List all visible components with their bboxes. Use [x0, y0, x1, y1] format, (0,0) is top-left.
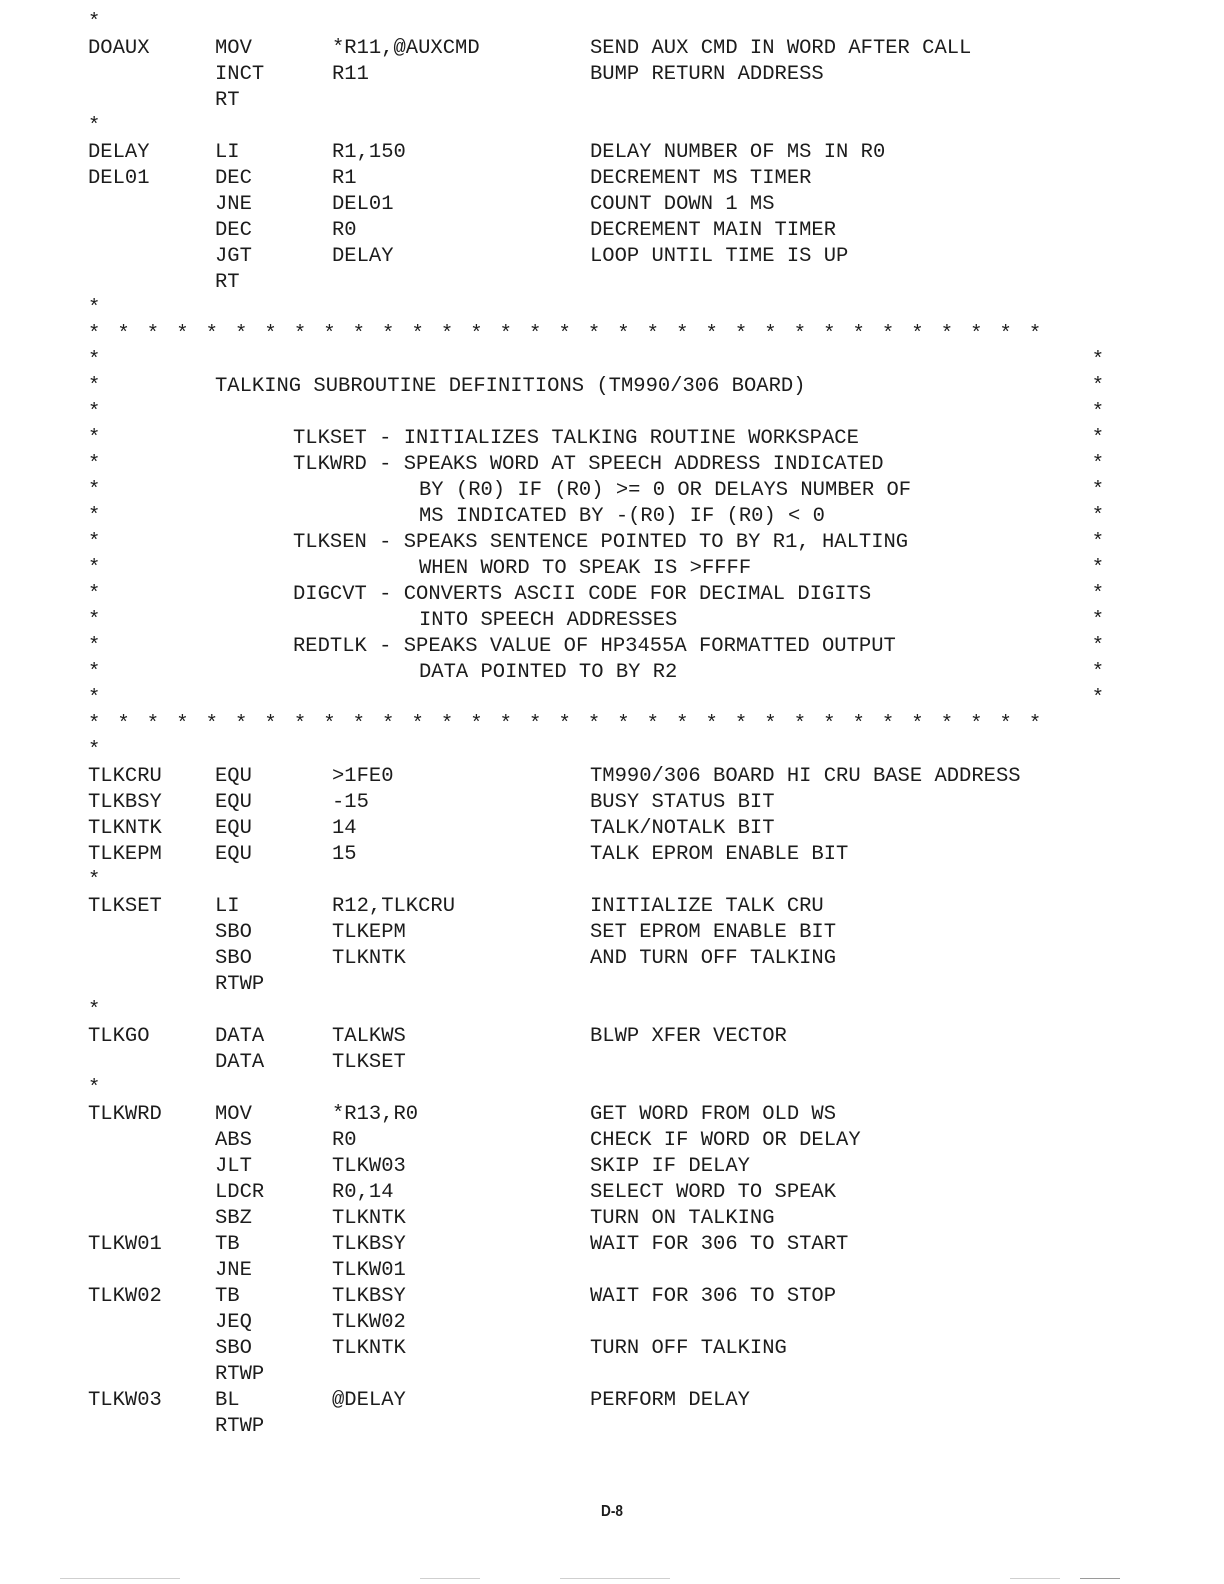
code-opcode: JGT	[215, 245, 252, 268]
box-right-star: *	[1091, 635, 1104, 658]
box-right-star: *	[1091, 375, 1104, 398]
box-right-star: *	[1091, 531, 1104, 554]
code-opcode: EQU	[215, 791, 252, 814]
code-operand: R1,150	[332, 141, 406, 164]
code-line	[0, 894, 1224, 920]
code-operand: TLKBSY	[332, 1285, 406, 1308]
code-operand: TLKNTK	[332, 947, 406, 970]
code-comment: WAIT FOR 306 TO START	[590, 1233, 849, 1256]
code-operand: TLKNTK	[332, 1207, 406, 1230]
code-line	[0, 1310, 1224, 1336]
box-row	[88, 478, 1104, 504]
code-line	[0, 1102, 1224, 1128]
box-right-star: *	[1091, 687, 1104, 710]
code-opcode: MOV	[215, 37, 252, 60]
code-opcode: TB	[215, 1233, 240, 1256]
box-row	[88, 374, 1104, 400]
box-text: DATA POINTED TO BY R2	[419, 661, 678, 684]
code-operand: DEL01	[332, 193, 394, 216]
code-operand: R12,TLKCRU	[332, 895, 456, 918]
box-text: TLKSET - INITIALIZES TALKING ROUTINE WORKSPACE	[293, 427, 859, 450]
box-left-star: *	[88, 609, 101, 632]
code-opcode: JNE	[215, 193, 252, 216]
code-comment: PERFORM DELAY	[590, 1389, 750, 1412]
code-operand: *R11,@AUXCMD	[332, 37, 480, 60]
code-opcode: DEC	[215, 167, 252, 190]
box-row	[88, 426, 1104, 452]
page-number: D-8	[601, 1503, 623, 1520]
code-opcode: ABS	[215, 1129, 252, 1152]
code-opcode: JEQ	[215, 1311, 252, 1334]
code-opcode: SBO	[215, 1337, 252, 1360]
code-comment: WAIT FOR 306 TO STOP	[590, 1285, 837, 1308]
code-opcode: EQU	[215, 765, 252, 788]
code-line	[0, 270, 1224, 296]
code-line	[0, 816, 1224, 842]
code-opcode: INCT	[215, 63, 265, 86]
code-operand: 14	[332, 817, 357, 840]
code-line	[0, 140, 1224, 166]
code-label: DEL01	[88, 167, 150, 190]
box-row	[88, 582, 1104, 608]
code-opcode: TB	[215, 1285, 240, 1308]
box-left-star: *	[88, 453, 101, 476]
code-operand: R0	[332, 219, 357, 242]
code-comment: TALK EPROM ENABLE BIT	[590, 843, 849, 866]
code-opcode: RTWP	[215, 1363, 265, 1386]
box-right-star: *	[1091, 401, 1104, 424]
box-left-star: *	[88, 635, 101, 658]
code-comment: DELAY NUMBER OF MS IN R0	[590, 141, 886, 164]
code-label: TLKCRU	[88, 765, 162, 788]
code-comment: CHECK IF WORD OR DELAY	[590, 1129, 861, 1152]
star-marker: *	[88, 999, 101, 1022]
code-line	[0, 972, 1224, 998]
code-comment: TM990/306 BOARD HI CRU BASE ADDRESS	[590, 765, 1021, 788]
code-comment: TALK/NOTALK BIT	[590, 817, 775, 840]
box-left-star: *	[88, 401, 101, 424]
code-opcode: RTWP	[215, 1415, 265, 1438]
box-left-star: *	[88, 479, 101, 502]
code-comment: BLWP XFER VECTOR	[590, 1025, 787, 1048]
box-row	[88, 530, 1104, 556]
scan-artifact-line	[0, 1578, 1224, 1582]
code-opcode: EQU	[215, 817, 252, 840]
code-opcode: RT	[215, 271, 240, 294]
box-right-star: *	[1091, 479, 1104, 502]
comment-star-line	[0, 1076, 1224, 1102]
box-text: WHEN WORD TO SPEAK IS >FFFF	[419, 557, 752, 580]
code-line	[0, 1128, 1224, 1154]
code-operand: TLKNTK	[332, 1337, 406, 1360]
code-label: DOAUX	[88, 37, 150, 60]
code-line	[0, 1050, 1224, 1076]
box-row	[88, 400, 1104, 426]
code-label: TLKBSY	[88, 791, 162, 814]
code-line	[0, 1284, 1224, 1310]
box-left-star: *	[88, 427, 101, 450]
code-line	[0, 1206, 1224, 1232]
code-line	[0, 920, 1224, 946]
box-row	[88, 504, 1104, 530]
box-text: TALKING SUBROUTINE DEFINITIONS (TM990/306 BOARD)	[215, 375, 806, 398]
code-label: TLKWRD	[88, 1103, 162, 1126]
code-comment: SKIP IF DELAY	[590, 1155, 750, 1178]
box-row	[88, 608, 1104, 634]
box-right-star: *	[1091, 427, 1104, 450]
code-operand: TLKW01	[332, 1259, 406, 1282]
code-opcode: MOV	[215, 1103, 252, 1126]
code-label: DELAY	[88, 141, 150, 164]
box-row	[88, 556, 1104, 582]
box-text: DIGCVT - CONVERTS ASCII CODE FOR DECIMAL DIGITS	[293, 583, 872, 606]
code-label: TLKW03	[88, 1389, 162, 1412]
code-operand: R0,14	[332, 1181, 394, 1204]
comment-star-line	[0, 10, 1224, 36]
box-right-star: *	[1091, 661, 1104, 684]
code-operand: R0	[332, 1129, 357, 1152]
box-left-star: *	[88, 557, 101, 580]
code-operand: R11	[332, 63, 369, 86]
code-opcode: EQU	[215, 843, 252, 866]
box-left-star: *	[88, 687, 101, 710]
code-line	[0, 790, 1224, 816]
code-opcode: SBO	[215, 947, 252, 970]
code-line	[0, 1232, 1224, 1258]
comment-star-line	[0, 998, 1224, 1024]
box-right-star: *	[1091, 557, 1104, 580]
code-operand: TLKW02	[332, 1311, 406, 1334]
code-operand: TLKEPM	[332, 921, 406, 944]
code-opcode: JLT	[215, 1155, 252, 1178]
star-marker: *	[88, 869, 101, 892]
code-comment: DECREMENT MS TIMER	[590, 167, 812, 190]
star-marker: *	[88, 11, 101, 34]
code-comment: COUNT DOWN 1 MS	[590, 193, 775, 216]
code-label: TLKEPM	[88, 843, 162, 866]
code-line	[0, 842, 1224, 868]
comment-star-line	[0, 738, 1224, 764]
code-label: TLKW02	[88, 1285, 162, 1308]
code-comment: TURN OFF TALKING	[590, 1337, 787, 1360]
code-line	[0, 88, 1224, 114]
star-marker: *	[88, 1077, 101, 1100]
box-text: BY (R0) IF (R0) >= 0 OR DELAYS NUMBER OF	[419, 479, 912, 502]
box-left-star: *	[88, 661, 101, 684]
code-operand: TLKW03	[332, 1155, 406, 1178]
code-line	[0, 946, 1224, 972]
code-opcode: LI	[215, 141, 240, 164]
code-operand: @DELAY	[332, 1389, 406, 1412]
code-line	[0, 1336, 1224, 1362]
code-line	[0, 764, 1224, 790]
code-opcode: BL	[215, 1389, 240, 1412]
box-left-star: *	[88, 583, 101, 606]
box-text: TLKSEN - SPEAKS SENTENCE POINTED TO BY R1, HALTING	[293, 531, 909, 554]
code-line	[0, 1362, 1224, 1388]
code-opcode: SBO	[215, 921, 252, 944]
code-opcode: LDCR	[215, 1181, 265, 1204]
box-right-star: *	[1091, 505, 1104, 528]
code-label: TLKW01	[88, 1233, 162, 1256]
code-operand: -15	[332, 791, 369, 814]
code-opcode: DATA	[215, 1025, 265, 1048]
code-label: TLKNTK	[88, 817, 162, 840]
code-line	[0, 1154, 1224, 1180]
code-line	[0, 1180, 1224, 1206]
comment-star-line	[0, 114, 1224, 140]
code-line	[0, 36, 1224, 62]
box-right-star: *	[1091, 583, 1104, 606]
code-operand: >1FE0	[332, 765, 394, 788]
code-comment: TURN ON TALKING	[590, 1207, 775, 1230]
code-line	[0, 1414, 1224, 1440]
comment-star-line	[0, 868, 1224, 894]
box-row	[88, 660, 1104, 686]
code-label: TLKSET	[88, 895, 162, 918]
code-operand: TLKBSY	[332, 1233, 406, 1256]
box-text: INTO SPEECH ADDRESSES	[419, 609, 678, 632]
code-operand: 15	[332, 843, 357, 866]
code-opcode: RT	[215, 89, 240, 112]
box-text: TLKWRD - SPEAKS WORD AT SPEECH ADDRESS INDICATED	[293, 453, 884, 476]
code-opcode: SBZ	[215, 1207, 252, 1230]
code-comment: SEND AUX CMD IN WORD AFTER CALL	[590, 37, 972, 60]
star-marker: *	[88, 739, 101, 762]
code-comment: INITIALIZE TALK CRU	[590, 895, 824, 918]
box-left-star: *	[88, 375, 101, 398]
code-opcode: DATA	[215, 1051, 265, 1074]
code-line	[0, 1024, 1224, 1050]
code-opcode: DEC	[215, 219, 252, 242]
code-comment: SELECT WORD TO SPEAK	[590, 1181, 837, 1204]
code-operand: DELAY	[332, 245, 394, 268]
box-left-star: *	[88, 531, 101, 554]
code-line	[0, 218, 1224, 244]
code-comment: AND TURN OFF TALKING	[590, 947, 837, 970]
code-comment: BUMP RETURN ADDRESS	[590, 63, 824, 86]
comment-star-line	[0, 296, 1224, 322]
code-comment: LOOP UNTIL TIME IS UP	[590, 245, 849, 268]
code-line	[0, 1258, 1224, 1284]
box-right-star: *	[1091, 349, 1104, 372]
star-marker: *	[88, 297, 101, 320]
star-border: * * * * * * * * * * * * * * * * * * * * * * * * * * * * * * * * *	[88, 323, 1044, 346]
box-text: MS INDICATED BY -(R0) IF (R0) < 0	[419, 505, 825, 528]
box-left-star: *	[88, 505, 101, 528]
code-operand: TALKWS	[332, 1025, 406, 1048]
code-comment: GET WORD FROM OLD WS	[590, 1103, 837, 1126]
code-comment: BUSY STATUS BIT	[590, 791, 775, 814]
code-line	[0, 244, 1224, 270]
box-left-star: *	[88, 349, 101, 372]
code-operand: R1	[332, 167, 357, 190]
box-row	[88, 348, 1104, 374]
box-row	[88, 452, 1104, 478]
code-line	[0, 166, 1224, 192]
code-opcode: RTWP	[215, 973, 265, 996]
box-row	[88, 686, 1104, 712]
code-operand: *R13,R0	[332, 1103, 419, 1126]
code-comment: DECREMENT MAIN TIMER	[590, 219, 837, 242]
box-row	[88, 634, 1104, 660]
code-operand: TLKSET	[332, 1051, 406, 1074]
code-comment: SET EPROM ENABLE BIT	[590, 921, 837, 944]
code-line	[0, 1388, 1224, 1414]
code-opcode: LI	[215, 895, 240, 918]
box-text: REDTLK - SPEAKS VALUE OF HP3455A FORMATTED OUTPUT	[293, 635, 896, 658]
star-border: * * * * * * * * * * * * * * * * * * * * * * * * * * * * * * * * *	[88, 713, 1044, 736]
box-right-star: *	[1091, 453, 1104, 476]
box-right-star: *	[1091, 609, 1104, 632]
code-label: TLKGO	[88, 1025, 150, 1048]
star-marker: *	[88, 115, 101, 138]
code-line	[0, 62, 1224, 88]
code-opcode: JNE	[215, 1259, 252, 1282]
code-line	[0, 192, 1224, 218]
